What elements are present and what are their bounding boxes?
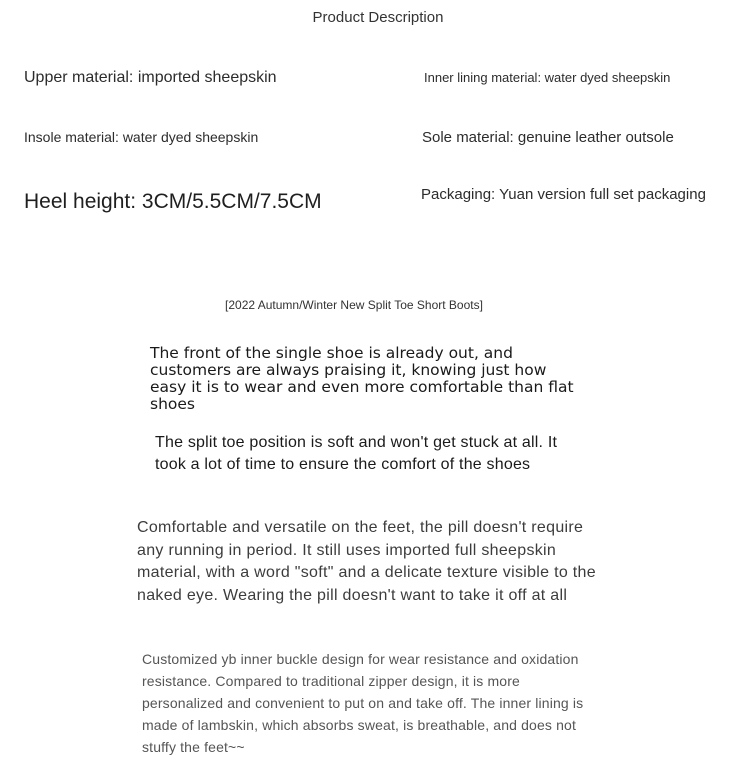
spec-sole-material: Sole material: genuine leather outsole (422, 129, 674, 146)
spec-heel-height: Heel height: 3CM/5.5CM/7.5CM (24, 190, 322, 213)
spec-inner-lining: Inner lining material: water dyed sheepskin (424, 70, 671, 85)
description-paragraph-3: Comfortable and versatile on the feet, the pill doesn't require any running in period. It still uses imported full sheepskin material, with a word "soft" and a delicate texture visible to the naked eye. Wearing the pill doesn't want to take it off at all (137, 519, 596, 604)
page-title: Product Description (312, 9, 444, 26)
spec-packaging: Packaging: Yuan version full set packaging (421, 186, 706, 203)
description-paragraph-4: Customized yb inner buckle design for wear resistance and oxidation resistance. Compared to traditional zipper design, it is more personalized and convenient to put on and take off. The inner lining is made of lambskin, which absorbs sweat, is breathable, and does not stuffy the feet~~ (142, 651, 584, 755)
description-paragraph-2: The split toe position is soft and won't get stuck at all. It took a lot of time to ensure the comfort of the shoes (155, 434, 558, 473)
description-paragraph-1: The front of the single shoe is already out, and customers are always praising it, knowing just how easy it is to wear and even more comfortable than flat shoes (150, 344, 574, 413)
section-subtitle: [2022 Autumn/Winter New Split Toe Short Boots] (225, 298, 483, 312)
spec-insole-material: Insole material: water dyed sheepskin (24, 129, 259, 145)
spec-upper-material: Upper material: imported sheepskin (24, 69, 277, 86)
